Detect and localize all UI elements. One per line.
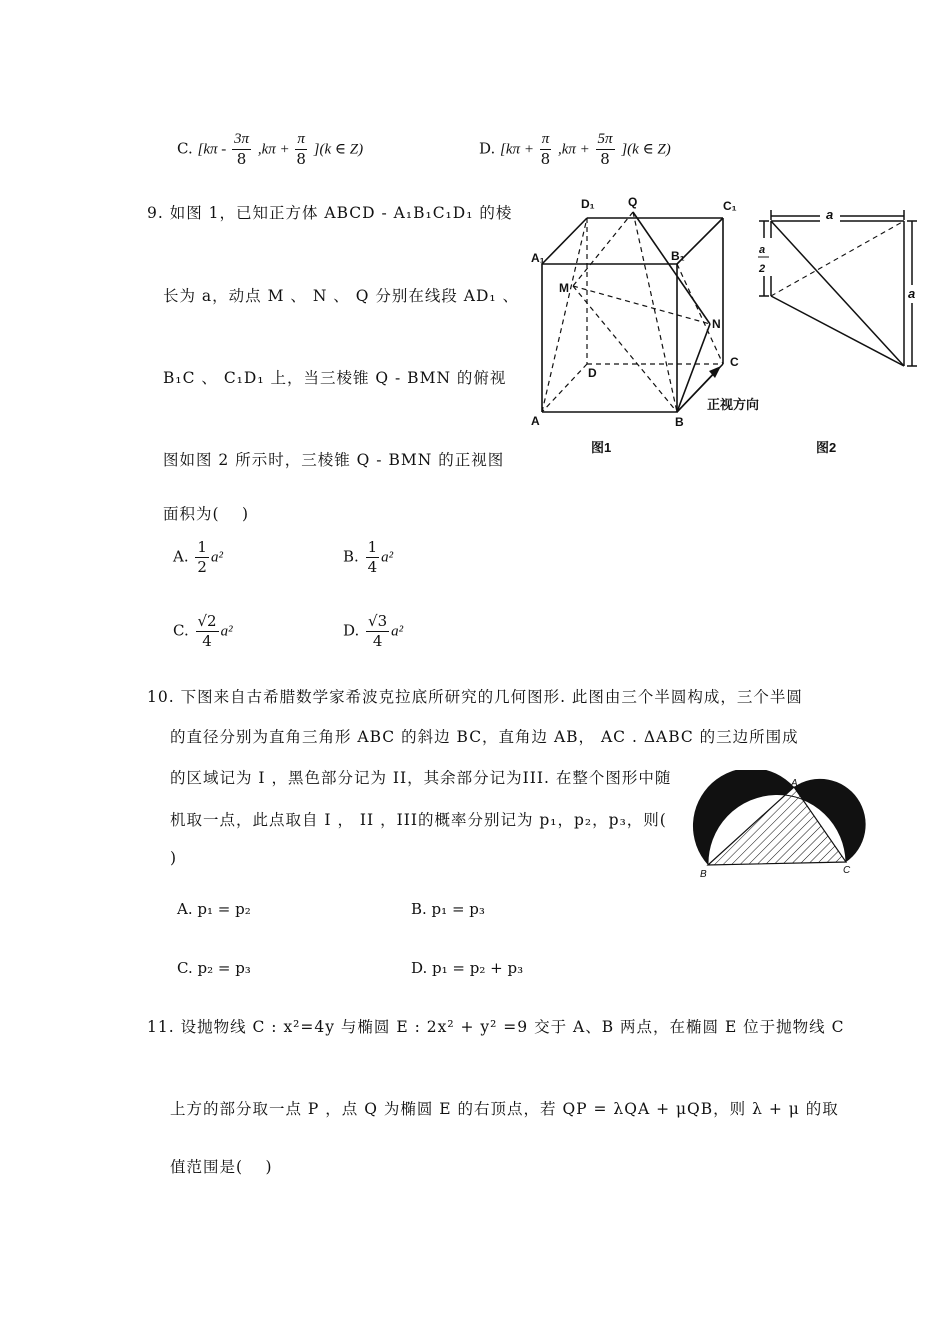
label-d: D bbox=[588, 366, 597, 380]
q10-option-c[interactable]: C. p₂ = p₃ bbox=[177, 959, 251, 977]
q9-option-c[interactable]: C. $\frac{√2}{4}$ a² bbox=[173, 612, 233, 650]
top-view-figure-2 bbox=[752, 200, 927, 460]
label-b1: B₁ bbox=[671, 249, 685, 263]
q9-line-4: 图如图 2 所示时，三棱锥 Q - BMN 的正视图 bbox=[163, 451, 505, 469]
figure-2-caption: 图2 bbox=[816, 440, 837, 455]
q8-option-d[interactable]: D. [kπ + $\frac{\pi}{8}$ ,kπ + $\frac{5\pi}{8}$ ](k ∈ Z) bbox=[479, 131, 671, 168]
label-a: A bbox=[791, 778, 798, 789]
label-c: C bbox=[730, 355, 739, 369]
label-c: C bbox=[843, 865, 851, 876]
q11-line-1: 11. 设抛物线 C : x²=4y 与椭圆 E : 2x² + y² =9 交于 A、B 两点，在椭圆 E 位于抛物线 C bbox=[147, 1018, 845, 1036]
label-q: Q bbox=[628, 195, 638, 209]
fraction: $\frac{5\pi}{8}$ bbox=[597, 131, 613, 168]
q10-line-3: 的区域记为 I ，黑色部分记为 II，其余部分记为III. 在整个图形中随 bbox=[170, 769, 672, 787]
q8-option-c[interactable]: C. [kπ - $\frac{3\pi}{8}$ ,kπ + $\frac{\pi}{8}$ ](k ∈ Z) bbox=[177, 131, 364, 168]
front-view-label: 正视方向 bbox=[707, 397, 760, 412]
dim-right-a: a bbox=[908, 286, 916, 301]
q11-line-2: 上方的部分取一点 P ，点 Q 为椭圆 E 的右顶点，若 QP = λQA + μQB，则 λ + μ 的取 bbox=[170, 1100, 839, 1118]
fraction: $\frac{√2}{4}$ bbox=[197, 612, 217, 650]
fraction: $\frac{3\pi}{8}$ bbox=[234, 131, 250, 168]
q10-line-4: 机取一点，此点取自 I ， II ，III的概率分别记为 p₁，p₂，p₃，则( bbox=[170, 811, 667, 829]
q9-option-d[interactable]: D. $\frac{√3}{4}$ a² bbox=[343, 612, 404, 650]
label-a: A bbox=[531, 414, 540, 428]
fraction: $\frac{√3}{4}$ bbox=[368, 612, 388, 650]
q9-line-1: 9. 如图 1，已知正方体 ABCD - A₁B₁C₁D₁ 的棱 bbox=[147, 204, 513, 222]
fraction: $\frac{\pi}{8}$ bbox=[296, 131, 306, 168]
label-m: M bbox=[559, 281, 569, 295]
label-a1: A₁ bbox=[531, 251, 545, 265]
dim-half-den: 2 bbox=[759, 263, 766, 275]
q10-line-2: 的直径分别为直角三角形 ABC 的斜边 BC，直角边 AB， AC . ΔABC 的三边所围成 bbox=[170, 728, 799, 746]
label-d1: D₁ bbox=[581, 197, 595, 211]
q9-line-2: 长为 a，动点 M 、 N 、 Q 分别在线段 AD₁ 、 bbox=[163, 287, 520, 305]
label-b: B bbox=[700, 869, 707, 880]
fraction: $\frac{1}{2}$ bbox=[197, 538, 207, 576]
q10-line-5: ) bbox=[170, 849, 178, 867]
label-c1: C₁ bbox=[723, 199, 737, 213]
q10-option-b[interactable]: B. p₁ = p₃ bbox=[411, 900, 485, 918]
hippocrates-figure bbox=[690, 770, 870, 880]
dim-top-a: a bbox=[826, 207, 834, 222]
label-n: N bbox=[712, 317, 721, 331]
fraction: $\frac{\pi}{8}$ bbox=[540, 131, 551, 168]
q10-option-d[interactable]: D. p₁ = p₂ + p₃ bbox=[411, 959, 524, 977]
q9-line-3: B₁C 、 C₁D₁ 上，当三棱锥 Q - BMN 的俯视 bbox=[163, 369, 507, 387]
q11-line-3: 值范围是( ) bbox=[170, 1158, 273, 1176]
q9-option-b[interactable]: B. $\frac{1}{4}$ a² bbox=[343, 538, 394, 576]
q10-option-a[interactable]: A. p₁ = p₂ bbox=[177, 900, 251, 918]
dim-half-num: a bbox=[759, 244, 766, 256]
label-b: B bbox=[675, 415, 684, 429]
q9-option-a[interactable]: A. $\frac{1}{2}$ a² bbox=[173, 538, 223, 576]
cube-figure-1 bbox=[525, 190, 775, 460]
q9-line-5: 面积为( ) bbox=[163, 505, 250, 523]
figure-1-caption: 图1 bbox=[591, 440, 612, 455]
q10-line-1: 10. 下图来自古希腊数学家希波克拉底所研究的几何图形. 此图由三个半圆构成，三个半圆 bbox=[147, 688, 803, 706]
fraction: $\frac{1}{4}$ bbox=[367, 538, 378, 576]
